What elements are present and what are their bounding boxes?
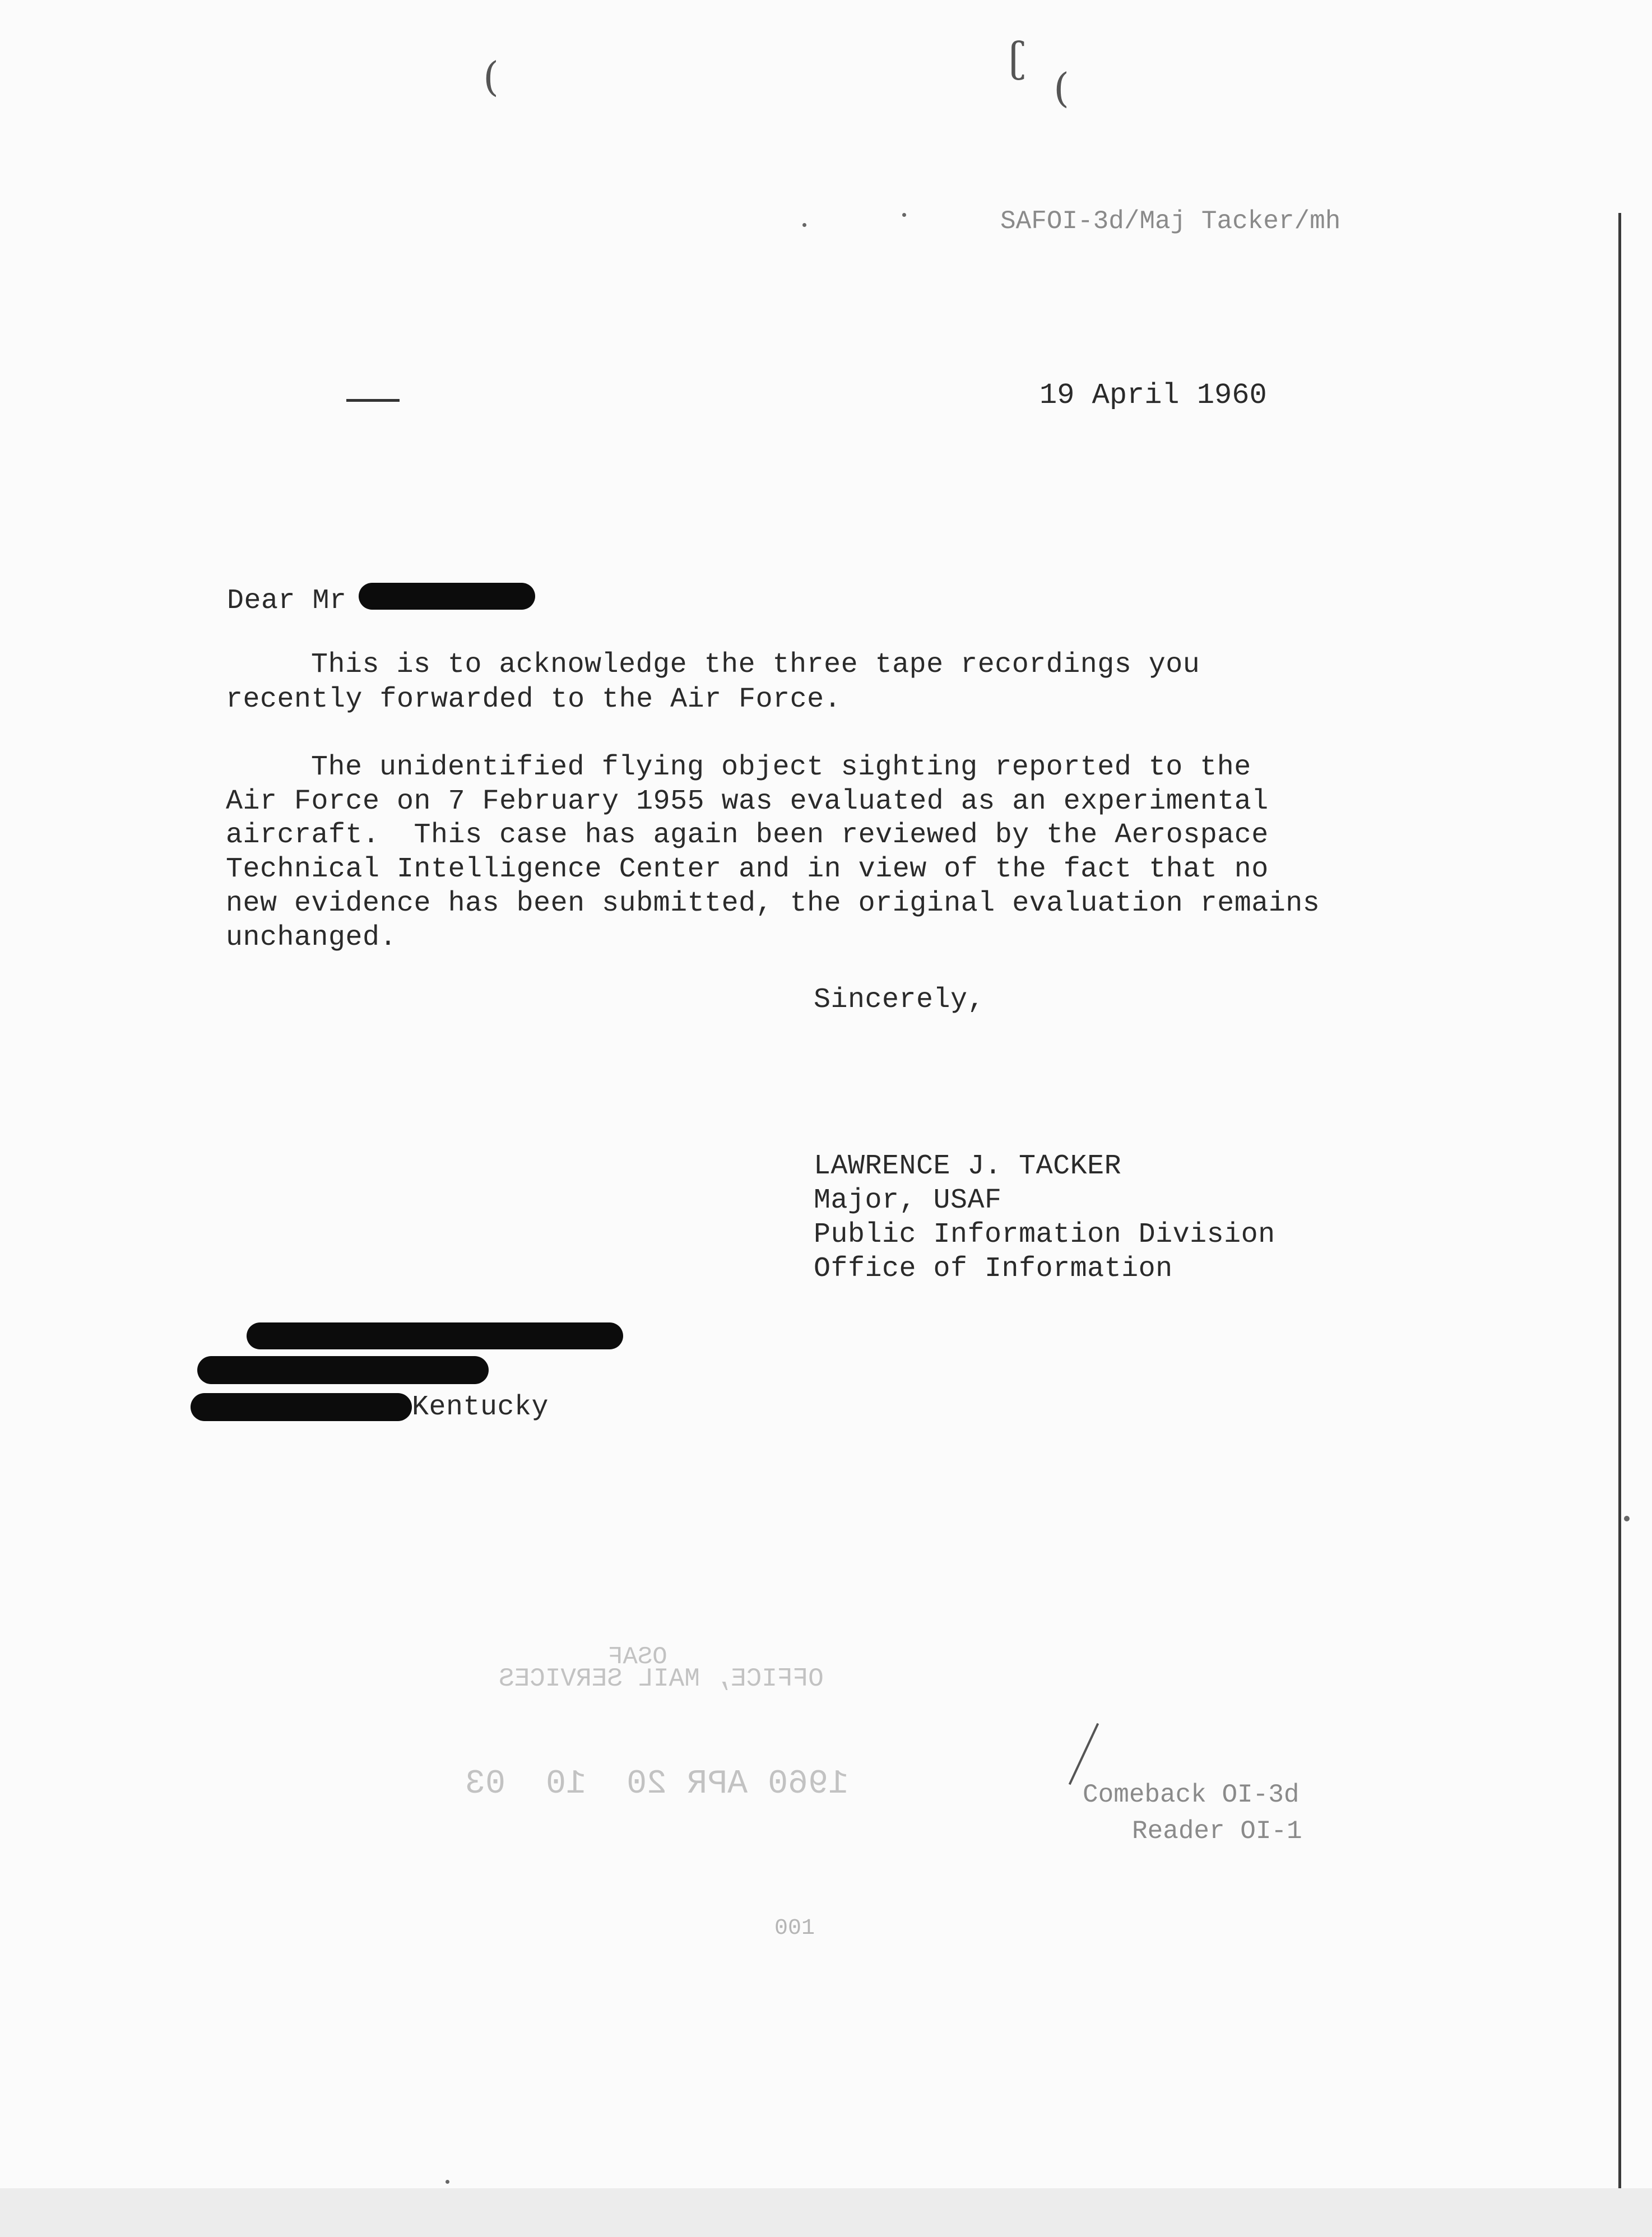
paragraph-2-line-6: unchanged.	[226, 922, 397, 954]
hole-mark-right: ʗ	[1009, 34, 1026, 81]
salutation: Dear Mr	[227, 585, 347, 617]
speck	[446, 2180, 449, 2184]
address-state: Kentucky	[412, 1391, 549, 1423]
signer-division: Public Information Division	[814, 1219, 1275, 1251]
scan-border	[0, 2188, 1652, 2237]
paragraph-2-line-3: aircraft. This case has again been reviewed by the Aerospace	[226, 819, 1269, 851]
note-reader: Reader OI-1	[1132, 1817, 1302, 1846]
paragraph-2-line-5: new evidence has been submitted, the original evaluation remains	[226, 888, 1320, 920]
signer-rank: Major, USAF	[814, 1185, 1002, 1217]
page-edge	[1618, 213, 1621, 2208]
hole-mark-left: (	[483, 53, 499, 100]
stamp-line-1: OSAF	[608, 1643, 667, 1671]
paragraph-2-line-4: Technical Intelligence Center and in view of the fact that no	[226, 853, 1269, 885]
signer-office: Office of Information	[814, 1253, 1173, 1285]
redaction-address-3	[191, 1393, 412, 1421]
speck	[902, 213, 906, 217]
stamp-line-2: OFFICE, MAIL SERVICES	[499, 1664, 824, 1693]
speck	[802, 223, 806, 227]
paragraph-1-line-2: recently forwarded to the Air Force.	[226, 684, 842, 716]
routing-symbol: SAFOI-3d/Maj Tacker/mh	[1000, 207, 1341, 236]
closing: Sincerely,	[814, 984, 985, 1016]
speck	[1624, 1516, 1630, 1521]
redaction-address-1	[247, 1322, 623, 1349]
stamp-line-3: 1960 APR 20 10 03	[465, 1765, 849, 1803]
page-number: 001	[774, 1916, 815, 1941]
note-comeback: Comeback OI-3d	[1083, 1780, 1300, 1809]
redaction-name	[359, 583, 535, 610]
check-stroke	[1069, 1723, 1099, 1785]
paragraph-1-line-1: This is to acknowledge the three tape recordings you	[311, 649, 1200, 681]
hole-mark-right-2: (	[1054, 64, 1070, 112]
letter-date: 19 April 1960	[1040, 379, 1267, 412]
paragraph-2-line-2: Air Force on 7 February 1955 was evaluated as an experimental	[226, 786, 1269, 818]
redaction-address-2	[197, 1356, 489, 1384]
dash-mark	[346, 399, 400, 402]
paragraph-2-line-1: The unidentified flying object sighting reported to the	[311, 751, 1251, 783]
signer-name: LAWRENCE J. TACKER	[814, 1150, 1122, 1182]
